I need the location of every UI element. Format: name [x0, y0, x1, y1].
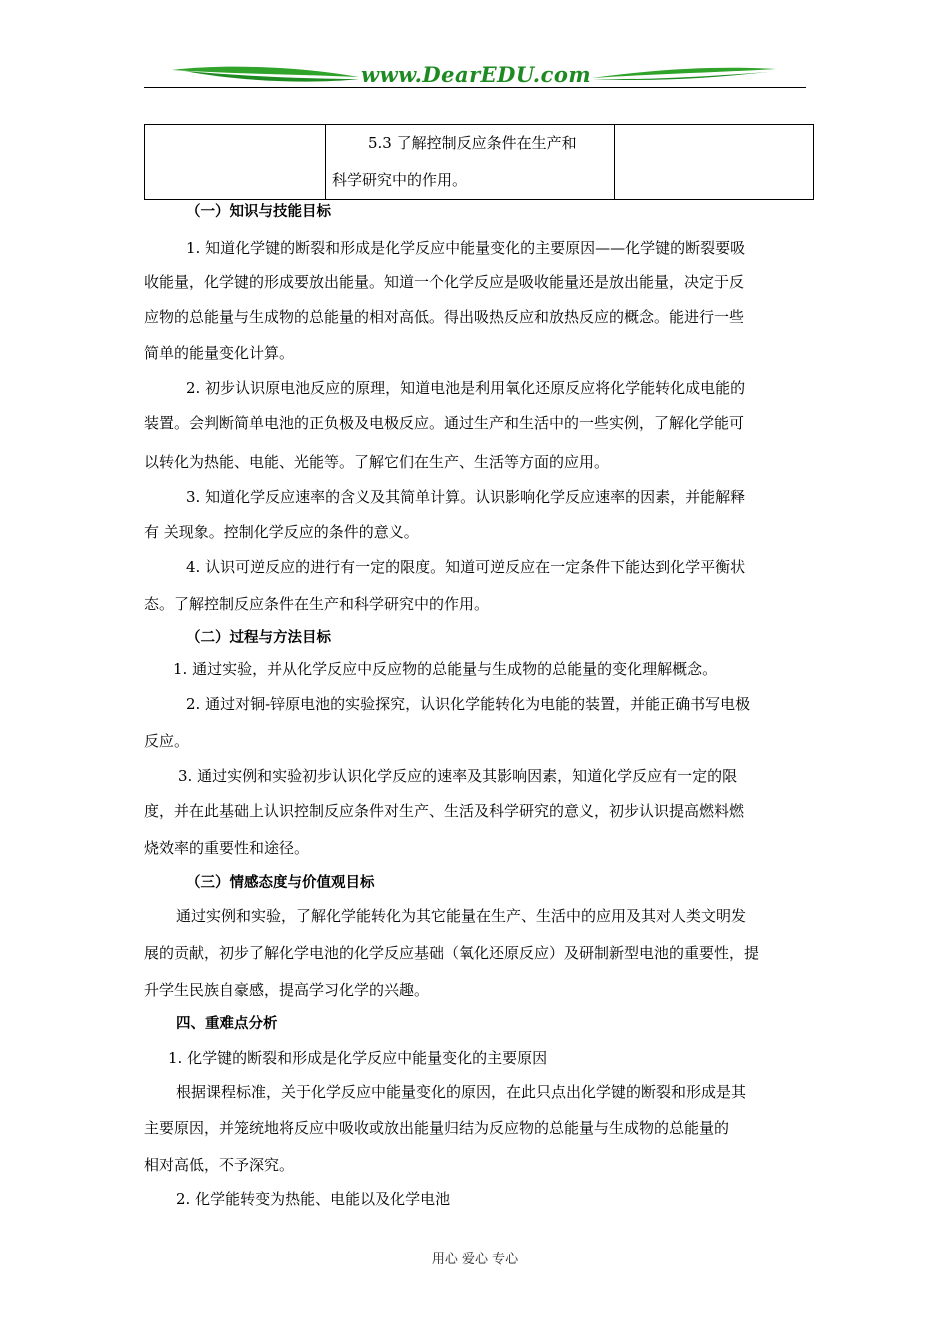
paragraph-line: 4. 认识可逆反应的进行有一定的限度。知道可逆反应在一定条件下能达到化学平衡状: [186, 558, 746, 576]
paragraph-line: 2. 化学能转变为热能、电能以及化学电池: [176, 1190, 451, 1208]
paragraph-line: 相对高低，不予深究。: [144, 1156, 295, 1174]
section-heading: （二）过程与方法目标: [186, 630, 331, 646]
objectives-table: [144, 124, 814, 200]
paragraph-line: 装置。会判断简单电池的正负极及电极反应。通过生产和生活中的一些实例，了解化学能可: [144, 414, 745, 432]
paragraph-line: 2. 初步认识原电池反应的原理，知道电池是利用氧化还原反应将化学能转化成电能的: [186, 379, 746, 397]
section-heading: （三）情感态度与价值观目标: [186, 875, 375, 891]
paragraph-line: 3. 通过实例和实验初步认识化学反应的速率及其影响因素，知道化学反应有一定的限: [178, 767, 738, 785]
paragraph-line: 反应。: [144, 732, 190, 750]
paragraph-line: 烧效率的重要性和途径。: [144, 839, 310, 857]
section-heading: 四、重难点分析: [176, 1016, 278, 1032]
section-heading: （一）知识与技能目标: [186, 204, 331, 220]
paragraph-line: 度，并在此基础上认识控制反应条件对生产、生活及科学研究的意义，初步认识提高燃料燃: [144, 802, 745, 820]
paragraph-line: 1. 化学键的断裂和形成是化学反应中能量变化的主要原因: [168, 1049, 548, 1067]
paragraph-line: 根据课程标准，关于化学反应中能量变化的原因，在此只点出化学键的断裂和形成是其: [176, 1083, 747, 1101]
left-swoosh: [172, 67, 359, 77]
paragraph-line: 应物的总能量与生成物的总能量的相对高低。得出吸热反应和放热反应的概念。能进行一些: [144, 308, 745, 326]
paragraph-line: 1. 知道化学键的断裂和形成是化学反应中能量变化的主要原因——化学键的断裂要吸: [186, 239, 746, 257]
paragraph-line: 以转化为热能、电能、光能等。了解它们在生产、生活等方面的应用。: [144, 453, 610, 471]
right-swoosh: [592, 68, 776, 78]
paragraph-line: 通过实例和实验，了解化学能转化为其它能量在生产、生活中的应用及其对人类文明发: [176, 907, 747, 925]
table-cell-line: 科学研究中的作用。: [332, 171, 468, 189]
page-footer: 用心 爱心 专心: [431, 1252, 519, 1267]
paragraph-line: 升学生民族自豪感，提高学习化学的兴趣。: [144, 981, 430, 999]
site-logo-text[interactable]: www.DearEDU.com: [361, 62, 592, 87]
table-row: [145, 125, 814, 200]
paragraph-line: 有 关现象。控制化学反应的条件的意义。: [144, 523, 419, 541]
header-rule: [144, 87, 806, 88]
paragraph-line: 简单的能量变化计算。: [144, 344, 295, 362]
table-cell-right: [615, 125, 814, 200]
table-cell-line: 5.3 了解控制反应条件在生产和: [368, 134, 577, 152]
paragraph-line: 展的贡献，初步了解化学电池的化学反应基础（氧化还原反应）及研制新型电池的重要性，提: [144, 944, 760, 962]
paragraph-line: 1. 通过实验，并从化学反应中反应物的总能量与生成物的总能量的变化理解概念。: [173, 660, 718, 678]
paragraph-line: 3. 知道化学反应速率的含义及其简单计算。认识影响化学反应速率的因素，并能解释: [186, 488, 746, 506]
table-cell-left: [145, 125, 326, 200]
table-cell-middle: [326, 125, 615, 200]
paragraph-line: 态。了解控制反应条件在生产和科学研究中的作用。: [144, 595, 490, 613]
paragraph-line: 2. 通过对铜-锌原电池的实验探究，认识化学能转化为电能的装置，并能正确书写电极: [186, 695, 751, 713]
paragraph-line: 主要原因，并笼统地将反应中吸收或放出能量归结为反应物的总能量与生成物的总能量的: [144, 1119, 730, 1137]
paragraph-line: 收能量，化学键的形成要放出能量。知道一个化学反应是吸收能量还是放出能量，决定于反: [144, 273, 745, 291]
